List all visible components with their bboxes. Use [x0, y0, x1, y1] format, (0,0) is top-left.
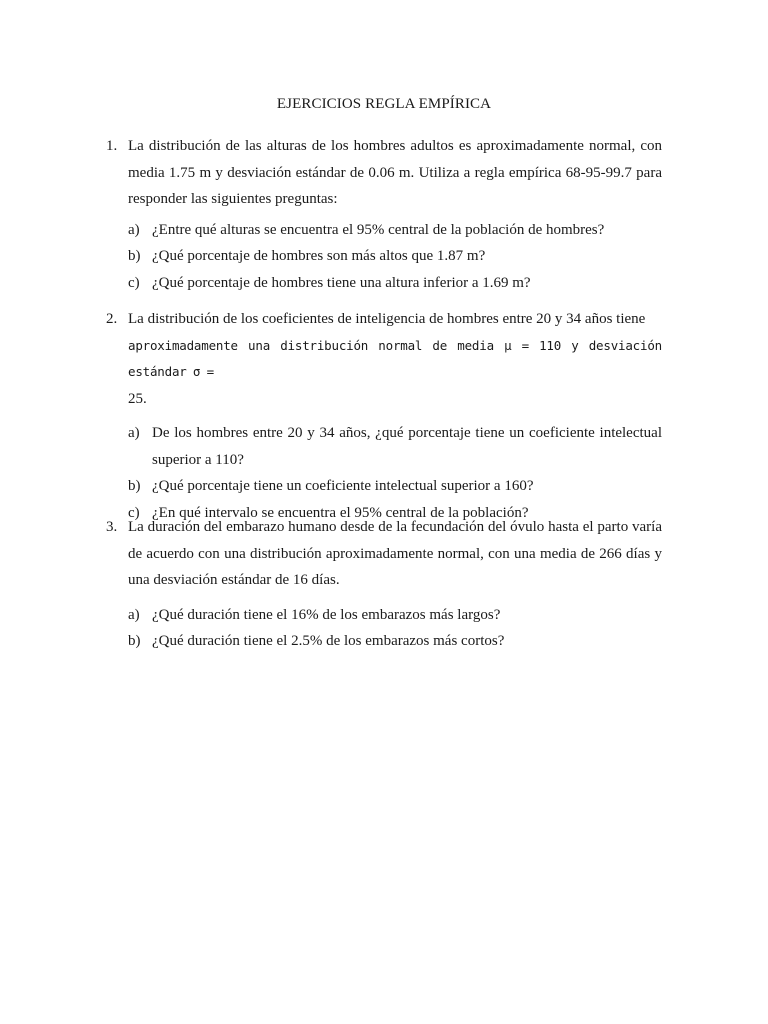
problem-1 [106, 133, 662, 296]
problem-number: 3. [106, 519, 118, 535]
sub-question-text: ¿En qué intervalo se encuentra el 95% central de la población? [152, 504, 529, 521]
sub-question [128, 243, 662, 270]
sub-question-letter: a) [128, 221, 140, 238]
sub-question-text: ¿Qué duración tiene el 2.5% de los embarazos más cortos? [152, 633, 505, 649]
sub-question-letter: b) [128, 633, 141, 649]
sub-question [128, 602, 662, 629]
document-title: EJERCICIOS REGLA EMPÍRICA [276, 96, 492, 112]
sub-question-text: ¿Qué porcentaje tiene un coeficiente intelectual superior a 160? [152, 478, 534, 494]
sub-question-text: ¿Qué duración tiene el 16% de los embarazos más largos? [152, 606, 501, 623]
sub-question [128, 473, 662, 500]
sub-question [128, 270, 662, 297]
sub-question [128, 217, 662, 244]
sub-question-text: ¿Qué porcentaje de hombres tiene una altura inferior a 1.69 m? [152, 274, 531, 291]
sub-question-text: ¿Qué porcentaje de hombres son más altos que 1.87 m? [152, 248, 486, 264]
problem-3 [106, 514, 662, 655]
problem-text-line: La distribución de los coeficientes de inteligencia de hombres entre 20 y 34 años tiene [128, 311, 646, 327]
problem-number: 1. [106, 138, 118, 154]
sub-question-text: ¿Entre qué alturas se encuentra el 95% central de la población de hombres? [152, 221, 605, 238]
sub-question-list [128, 420, 662, 526]
problem-text-line: aproximadamente una distribución normal de media μ = 110 y desviación estándar σ = [128, 337, 662, 379]
sub-question-list [128, 602, 662, 655]
problem-text: La distribución de las alturas de los hombres adultos es aproximadamente normal, con media 1.75 m y desviación estándar de 0.06 m. Utiliza a regla empírica 68-95-99.7 para responder las siguientes preguntas: [128, 138, 662, 207]
sub-question-letter: a) [128, 606, 140, 623]
problem-2 [106, 306, 662, 526]
problem-number: 2. [106, 311, 118, 327]
problem-text-line: 25. [128, 390, 147, 407]
sub-question [128, 420, 662, 473]
sub-question-letter: c) [128, 274, 140, 291]
sub-question-text: De los hombres entre 20 y 34 años, ¿qué porcentaje tiene un coeficiente intelectual superior a 110? [152, 425, 662, 468]
sub-question-letter: a) [128, 425, 140, 441]
sub-question-list [128, 217, 662, 297]
sub-question-letter: b) [128, 248, 141, 264]
sub-question-letter: c) [128, 504, 140, 521]
problem-text [128, 306, 662, 412]
problem-text: La duración del embarazo humano desde de la fecundación del óvulo hasta el parto varía de acuerdo con una distribución aproximadamente normal, con una media de 266 días y una desviación estándar de 16 días. [128, 519, 662, 588]
sub-question [128, 628, 662, 655]
sub-question-letter: b) [128, 478, 141, 494]
